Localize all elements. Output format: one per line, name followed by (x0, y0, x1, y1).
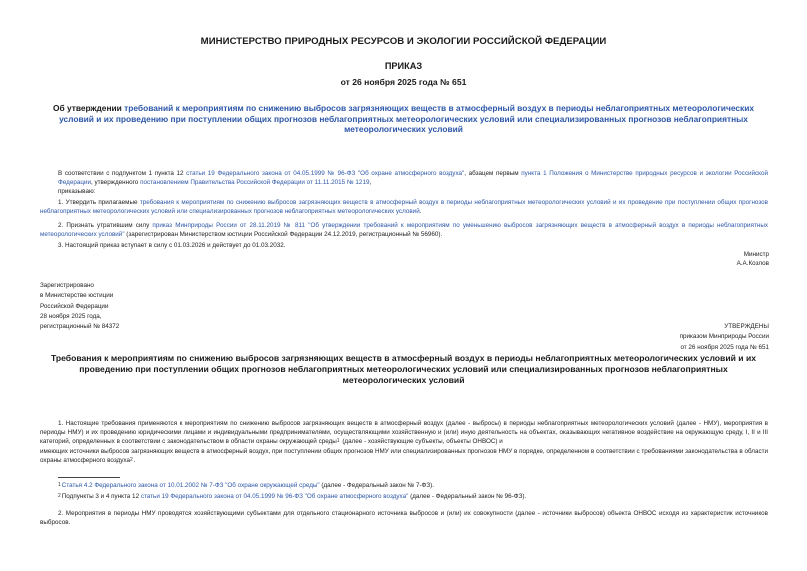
item-1-requirements-link[interactable]: требования к мероприятиям по снижению выбросов загрязняющих веществ в атмосферный воздух в периоды неблагоприятных метеорологических условий и их проведение при поступлении общих прогнозов неблагоприятных метеорологических условий или специализированных прогнозов неблагоприятных метеорологических условий (40, 199, 769, 216)
requirements-title: Требования к мероприятиям по снижению выбросов загрязняющих веществ в атмосферный воздух в периоды неблагоприятных метеорологических условий и их проведению при поступлении общих прогнозов неблагоприятных метеорологических условий или специализированных прогнозов неблагоприятных метеорологических условий (50, 353, 757, 385)
order-title-link[interactable]: требований к мероприятиям по снижению выбросов загрязняющих веществ в атмосферный воздух в периоды неблагоприятных метеорологических условий и их проведению при поступлении общих прогнозов неблагоприятных метеорологических условий или специализированных прогнозов неблагоприятных метеорологических условий (59, 103, 755, 135)
order-word: приказываю: (58, 188, 96, 195)
order-date: от 26 ноября 2025 года № 651 (340, 77, 467, 87)
signature-block (737, 250, 769, 269)
order-title-prefix: Об утверждении (52, 103, 125, 113)
item-2-order-811-link[interactable]: приказ Минприроды России от 28.11.2019 № 811 "Об утверждении требований к мероприятиям по уменьшению выбросов загрязняющих веществ в атмосферный воздух в периоды неблагоприятных метеорологических условий" (40, 222, 768, 239)
footnote-2-text-b: (далее - Федеральный закон № 96-ФЗ). (408, 493, 527, 500)
footnote-1-text: (далее - Федеральный закон № 7-ФЗ). (319, 482, 434, 489)
requirements-paragraph-2: 2. Мероприятия в периоды НМУ проводятся хозяйствующими субъектами для отдельного стационарного источника выбросов и (или) их совокупности (далее - источники выбросов) объекта ОНВОС исходя из характеристик источников выбросов. (40, 510, 768, 527)
preamble-text-d: , (369, 179, 372, 187)
item-2-text-a: 2. Признать утратившим силу (58, 222, 153, 229)
item-3: 3. Настоящий приказ вступает в силу с 01.03.2026 и действует до 01.03.2032. (58, 242, 286, 249)
footnote-ref-2[interactable]: 2 (130, 457, 133, 464)
registration-line: 28 ноября 2025 года, (40, 312, 102, 320)
item-1-text-a: 1. Утвердить прилагаемые (58, 199, 140, 206)
approval-line: от 26 ноября 2025 года № 651 (680, 343, 769, 351)
footnote-ref-1[interactable]: 1 (336, 438, 340, 445)
registration-block (40, 281, 119, 332)
requirements-paragraph-1 (40, 419, 768, 447)
requirements-p1-text: 1. Настоящие требования применяются к мероприятиям по снижению выбросов загрязняющих веществ в атмосферный воздух (далее - выбросы) в периоды неблагоприятных метеорологических условий (далее - НМУ), мероприятия в периоды НМУ) и их проведению юридическими лицами и индивидуальными предпринимателями, осуществляющими хозяйственную и (или) иную деятельность на объектах, оказывающих негативное воздействие на окружающую среду, I, II и III категорий, определенных в соответствии с законодательством в области охраны окружающей среды (40, 420, 768, 446)
registration-line: регистрационный № 84372 (40, 323, 120, 331)
item-2 (40, 221, 768, 239)
footnote-2 (58, 492, 768, 501)
signature-position: Министр (743, 251, 769, 258)
approval-block (680, 322, 769, 353)
footnote-1-marker: 1 (58, 482, 61, 488)
preamble-text-b: , абзацем первым (464, 170, 522, 177)
registration-line: в Министерстве юстиции (40, 292, 114, 300)
requirements-p1-tail: (далее - хозяйствующие субъекты, объекты ОНВОС) и (340, 438, 503, 446)
requirements-p1-cont: имеющих источники выбросов загрязняющих веществ в атмосферный воздух, при поступлении общих прогнозов НМУ или специализированных прогнозов НМУ в порядке, определенном в соответствии с требованиями законодательства в области охраны атмосферного воздуха (40, 448, 768, 465)
footnote-divider (58, 477, 120, 478)
ministry-heading: МИНИСТЕРСТВО ПРИРОДНЫХ РЕСУРСОВ И ЭКОЛОГИИ РОССИЙСКОЙ ФЕДЕРАЦИИ (200, 36, 607, 47)
footnote-1-law-7fz-link[interactable]: Статья 4.2 Федерального закона от 10.01.2002 № 7-ФЗ "Об охране окружающей среды" (61, 482, 320, 489)
requirements-p1-end: . (133, 457, 136, 465)
ministry-regulation-link[interactable]: пункта 1 Положения о Министерстве природных ресурсов и экологии Российской Федерации (58, 170, 769, 187)
footnote-2-text-a: Подпункты 3 и 4 пункта 12 (61, 493, 141, 500)
registration-line: Российской Федерации (40, 302, 109, 310)
footnote-1 (58, 481, 768, 490)
approval-line: приказом Минприроды России (679, 333, 769, 341)
order-heading: ПРИКАЗ (384, 61, 423, 71)
item-1 (40, 198, 768, 216)
footnote-2-marker: 2 (58, 493, 61, 499)
approval-line: УТВЕРЖДЕНЫ (724, 323, 769, 330)
preamble-text-c: , утвержденного (90, 179, 141, 187)
law-96fz-article19-link[interactable]: статьи 19 Федерального закона от 04.05.1999 № 96-ФЗ "Об охране атмосферного воздуха" (186, 170, 465, 177)
footnote-2-law-96fz-link[interactable]: статьи 19 Федерального закона от 04.05.1999 № 96-ФЗ "Об охране атмосферного воздуха" (140, 493, 409, 500)
item-1-text-b: . (419, 208, 422, 216)
requirements-paragraph-1-continued (40, 447, 768, 465)
government-resolution-link[interactable]: постановлением Правительства Российской Федерации от 11.11.2015 № 1219 (140, 179, 370, 187)
preamble-text-a: В соответствии с подпунктом 1 пункта 12 (58, 170, 187, 177)
order-title (40, 103, 767, 135)
registration-line: Зарегистрировано (40, 282, 94, 289)
signature-name: А.А.Козлов (736, 260, 769, 268)
item-2-text-b: (зарегистрирован Министерством юстиции Российской Федерации 24.12.2019, регистрационный № 56960). (124, 231, 443, 239)
preamble-paragraph (58, 169, 768, 187)
